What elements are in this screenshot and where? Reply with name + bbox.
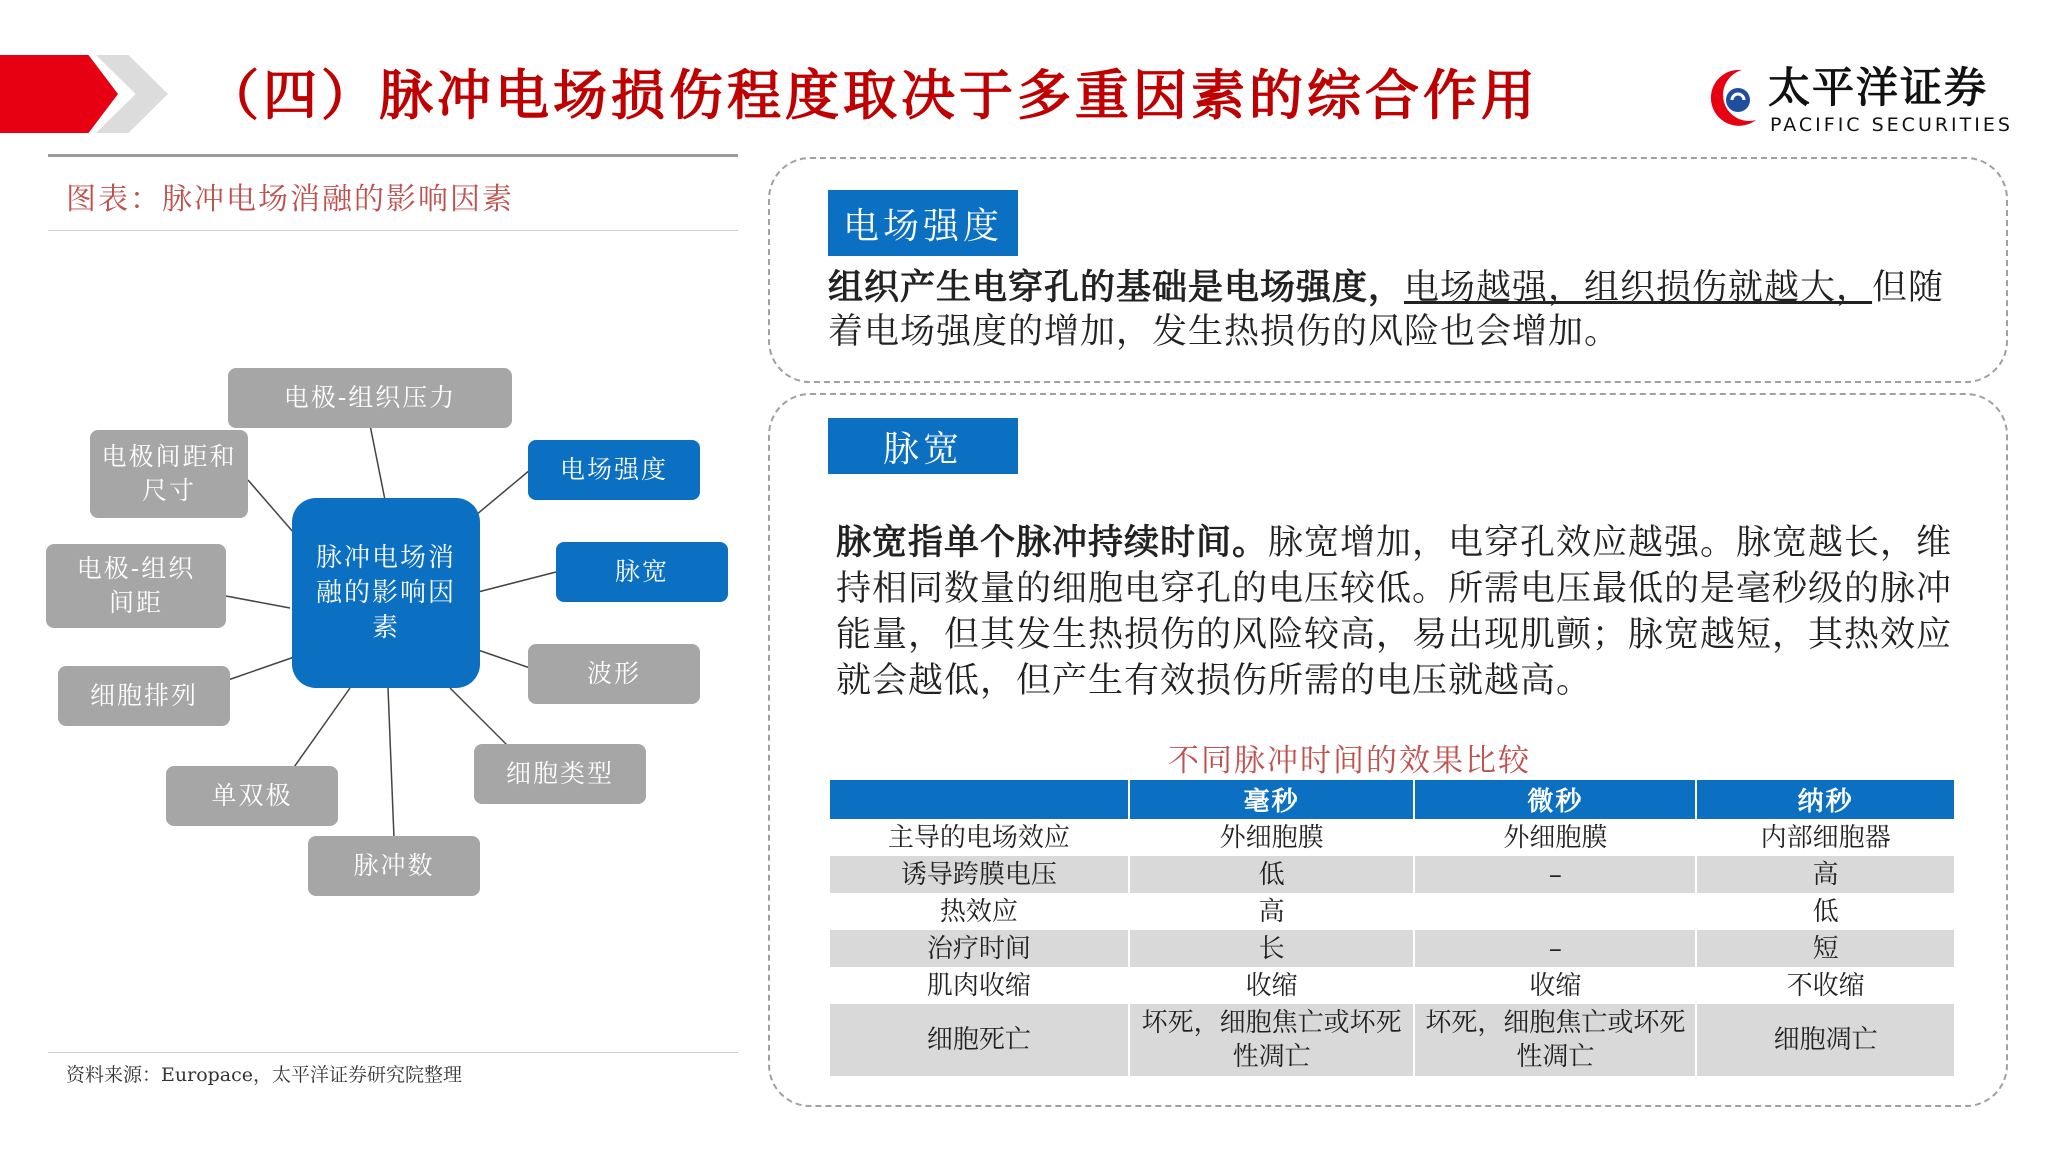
figure-title: 图表：脉冲电场消融的影响因素 (66, 182, 514, 217)
figure-bottom-rule (48, 1052, 738, 1053)
pulse-width-bold-text: 脉宽指单个脉冲持续时间。 (836, 522, 1269, 563)
table-cell: 收缩 (1414, 967, 1696, 1004)
field-strength-underlined-text: 电场越强，组织损伤就越大， (1404, 268, 1873, 308)
table-row (829, 893, 1954, 930)
table-cell: 主导的电场效应 (829, 819, 1129, 856)
table-row (829, 819, 1954, 856)
factor-node-field-strength: 电场强度 (528, 440, 700, 500)
table-cell: – (1414, 856, 1696, 893)
pulse-width-rest-text: 脉宽增加，电穿孔效应越强。脉宽越长，维持相同数量的细胞电穿孔的电压较低。所需电压最低的是毫秒级的脉冲能量，但其发生热损伤的风险较高，易出现肌颤；脉宽越短，其热效应就会越低，但产生有效损伤所需的电压就越高。 (836, 523, 1953, 701)
table-row (829, 1004, 1954, 1076)
field-strength-bold-text: 组织产生电穿孔的基础是电场强度， (828, 267, 1405, 308)
table-cell: 肌肉收缩 (829, 967, 1129, 1004)
table-cell (1414, 893, 1696, 930)
factor-node-electrode-spacing: 电极间距和尺寸 (90, 430, 248, 518)
table-cell: 治疗时间 (829, 930, 1129, 967)
table-cell: 外细胞膜 (1414, 819, 1696, 856)
table-cell: 外细胞膜 (1129, 819, 1415, 856)
table-cell: – (1414, 930, 1696, 967)
figure-source: 资料来源：Europace，太平洋证券研究院整理 (66, 1064, 463, 1086)
mindmap-center-node: 脉冲电场消融的影响因素 (292, 498, 480, 688)
table-header-cell (829, 780, 1129, 819)
table-row (829, 967, 1954, 1004)
table-cell: 高 (1696, 856, 1954, 893)
field-strength-tag: 电场强度 (828, 190, 1018, 256)
factor-node-polarity: 单双极 (166, 766, 338, 826)
field-strength-rest-text: 但随着电场强度的增加，发生热损伤的风险也会增加。 (828, 268, 1945, 352)
factor-node-cell-type: 细胞类型 (474, 744, 646, 804)
table-cell: 细胞凋亡 (1696, 1004, 1954, 1076)
table-cell: 诱导跨膜电压 (829, 856, 1129, 893)
logo-text-cn: 太平洋证券 (1768, 63, 1989, 112)
table-cell: 短 (1696, 930, 1954, 967)
table-cell: 不收缩 (1696, 967, 1954, 1004)
factor-node-waveform: 波形 (528, 644, 700, 704)
table-header-cell: 微秒 (1414, 780, 1696, 819)
table-cell: 热效应 (829, 893, 1129, 930)
factor-node-electrode-distance: 电极-组织间距 (46, 544, 226, 628)
pulse-width-tag: 脉宽 (828, 418, 1018, 474)
table-header-cell: 纳秒 (1696, 780, 1954, 819)
pulse-duration-comparison-table (828, 780, 1954, 1076)
table-header-cell: 毫秒 (1129, 780, 1415, 819)
factor-node-cell-arrangement: 细胞排列 (58, 666, 230, 726)
field-strength-text (828, 266, 1978, 354)
table-title: 不同脉冲时间的效果比较 (1168, 743, 1531, 779)
logo-text-en: PACIFIC SECURITIES (1770, 114, 2013, 136)
table-cell: 收缩 (1129, 967, 1415, 1004)
table-cell: 内部细胞器 (1696, 819, 1954, 856)
factor-node-pulse-width: 脉宽 (556, 542, 728, 602)
table-header-row (829, 780, 1954, 819)
table-row (829, 856, 1954, 893)
factor-node-pulse-count: 脉冲数 (308, 836, 480, 896)
factor-node-electrode-pressure: 电极-组织压力 (228, 368, 512, 428)
table-cell: 坏死，细胞焦亡或坏死性凋亡 (1129, 1004, 1415, 1076)
table-cell: 低 (1696, 893, 1954, 930)
table-row (829, 930, 1954, 967)
table-cell: 低 (1129, 856, 1415, 893)
table-cell: 坏死，细胞焦亡或坏死性凋亡 (1414, 1004, 1696, 1076)
slide-title: （四）脉冲电场损伤程度取决于多重因素的综合作用 (205, 63, 1539, 127)
table-cell: 细胞死亡 (829, 1004, 1129, 1076)
pulse-width-text (836, 520, 1986, 704)
table-cell: 高 (1129, 893, 1415, 930)
table-cell: 长 (1129, 930, 1415, 967)
